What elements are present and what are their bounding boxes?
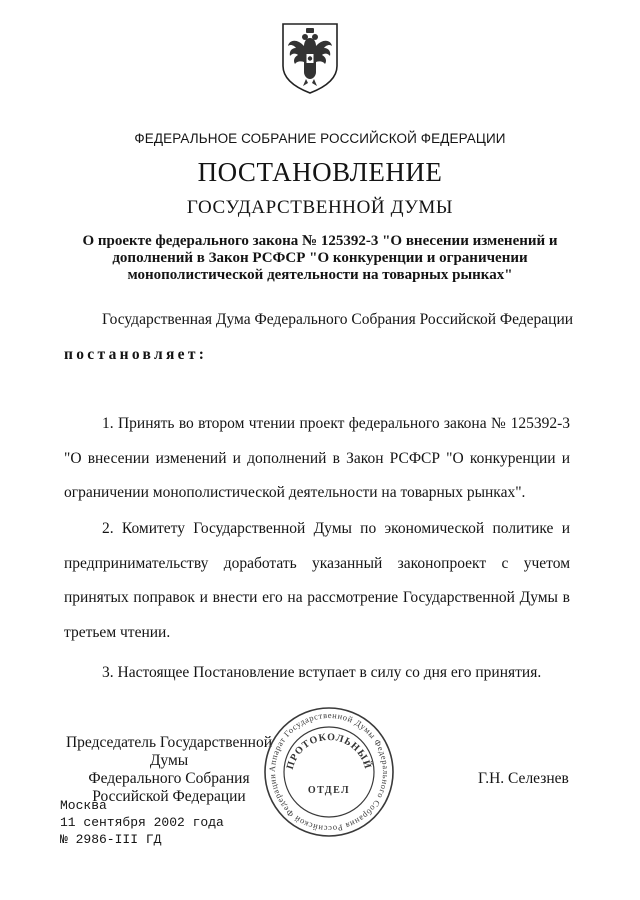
issue-date: 11 сентября 2002 года: [60, 815, 224, 830]
signatory-title: [64, 734, 274, 806]
document-metadata: [60, 797, 224, 848]
resolution-subject: О проекте федерального закона № 125392-3 "О внесении изменений и дополнений в Закон РСФСР "О конкуренции и ограничении монополистической деятельности на товарных рынках": [82, 233, 558, 283]
svg-text:ПРОТОКОЛЬНЫЙ: [285, 732, 374, 771]
parliament-name: ФЕДЕРАЛЬНОЕ СОБРАНИЕ РОССИЙСКОЙ ФЕДЕРАЦИИ: [134, 131, 506, 146]
russian-coat-of-arms-icon: [279, 20, 341, 96]
seal-outer-text: Аппарат Государственной Думы Федерального Собрания Российской Федерации: [266, 709, 392, 835]
resolution-paragraph-3: 3. Настоящее Постановление вступает в силу со дня его принятия.: [102, 664, 542, 681]
issue-city: Москва: [60, 798, 107, 813]
signatory-name: Г.Н. Селезнев: [478, 770, 569, 787]
resolution-paragraph-2: 2. Комитету Государственной Думы по экономической политике и предпринимательству доработать указанный законопроект с учетом принятых поправок и внести его на рассмотрение Государственной Думы в третьем чтении.: [64, 520, 570, 641]
signatory-title-line: Председатель Государственной Думы: [65, 734, 273, 769]
signatory-title-line: Российской Федерации: [92, 788, 246, 805]
signatory-title-line: Федерального Собрания: [88, 770, 250, 787]
document-number: № 2986-III ГД: [60, 832, 162, 847]
issuer-title: ГОСУДАРСТВЕННОЙ ДУМЫ: [186, 197, 454, 218]
seal-inner-top-text: ПРОТОКОЛЬНЫЙ: [284, 731, 374, 771]
seal-inner-bottom-text: ОТДЕЛ: [307, 785, 351, 796]
svg-text:Аппарат Государственной Думы Ф: [267, 710, 391, 834]
resolution-paragraph-1: 1. Принять во втором чтении проект федерального закона № 125392-3 "О внесении изменений и дополнений в Закон РСФСР "О конкуренции и ограничении монополистической деятельности на товарных рынках".: [64, 415, 570, 501]
document-type-title: ПОСТАНОВЛЕНИЕ: [197, 157, 443, 187]
round-seal-icon: [262, 705, 396, 839]
preamble: Государственная Дума Федерального Собрания Российской Федерации: [102, 311, 574, 328]
resolves-word: постановляет:: [64, 346, 208, 363]
